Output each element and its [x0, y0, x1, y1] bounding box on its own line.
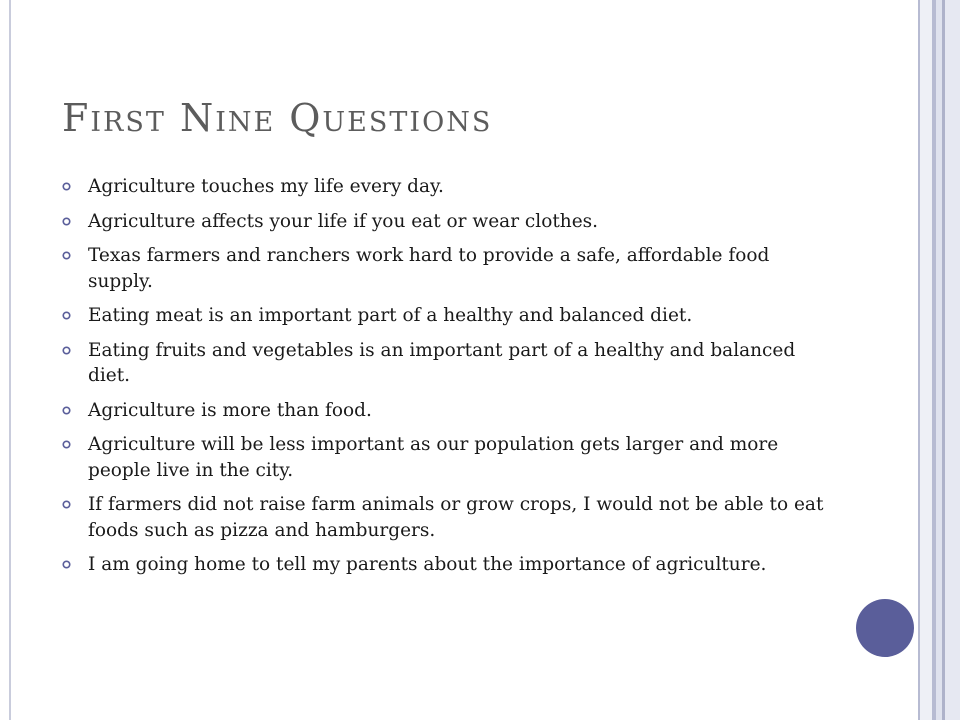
bullet-text: Eating meat is an important part of a healthy and balanced diet.: [88, 305, 693, 326]
hollow-circle-bullet-icon: [62, 217, 71, 226]
slide-title: First Nine Questions: [62, 96, 493, 140]
decorative-circle: [856, 599, 914, 657]
hollow-circle-bullet-icon: [62, 311, 71, 320]
bullet-text: Eating fruits and vegetables is an important part of a healthy and balanced diet.: [88, 339, 796, 386]
bullet-item: [62, 243, 827, 294]
hollow-circle-bullet-icon: [62, 560, 71, 569]
hollow-circle-bullet-icon: [62, 440, 71, 449]
bullet-item: [62, 432, 827, 483]
hollow-circle-bullet-icon: [62, 182, 71, 191]
bullet-text: Agriculture is more than food.: [88, 399, 372, 421]
frame-stripe: [920, 0, 932, 720]
hollow-circle-bullet-icon: [62, 500, 71, 509]
right-frame-stripes: [918, 0, 960, 720]
hollow-circle-bullet-icon: [62, 346, 71, 355]
bullet-text: Agriculture touches my life every day.: [88, 176, 444, 197]
hollow-circle-bullet-icon: [62, 406, 71, 415]
frame-stripe: [945, 0, 960, 720]
bullet-text: I am going home to tell my parents about the importance of agriculture.: [88, 554, 767, 575]
bullet-item: [62, 398, 827, 424]
bullet-item: [62, 492, 827, 543]
bullet-text: Texas farmers and ranchers work hard to provide a safe, affordable food supply.: [88, 245, 770, 292]
bullet-text: Agriculture affects your life if you eat or wear clothes.: [88, 210, 599, 232]
bullet-item: [62, 552, 827, 578]
bullet-item: [62, 209, 827, 235]
bullet-item: [62, 338, 827, 389]
bullet-text: If farmers did not raise farm animals or grow crops, I would not be able to eat foods such as pizza and hamburgers.: [88, 494, 824, 541]
hollow-circle-bullet-icon: [62, 251, 71, 260]
bullet-list: [62, 174, 827, 587]
bullet-item: [62, 303, 827, 329]
left-frame-line: [9, 0, 11, 720]
bullet-text: Agriculture will be less important as our population gets larger and more people live in the city.: [88, 434, 779, 481]
bullet-item: [62, 174, 827, 200]
